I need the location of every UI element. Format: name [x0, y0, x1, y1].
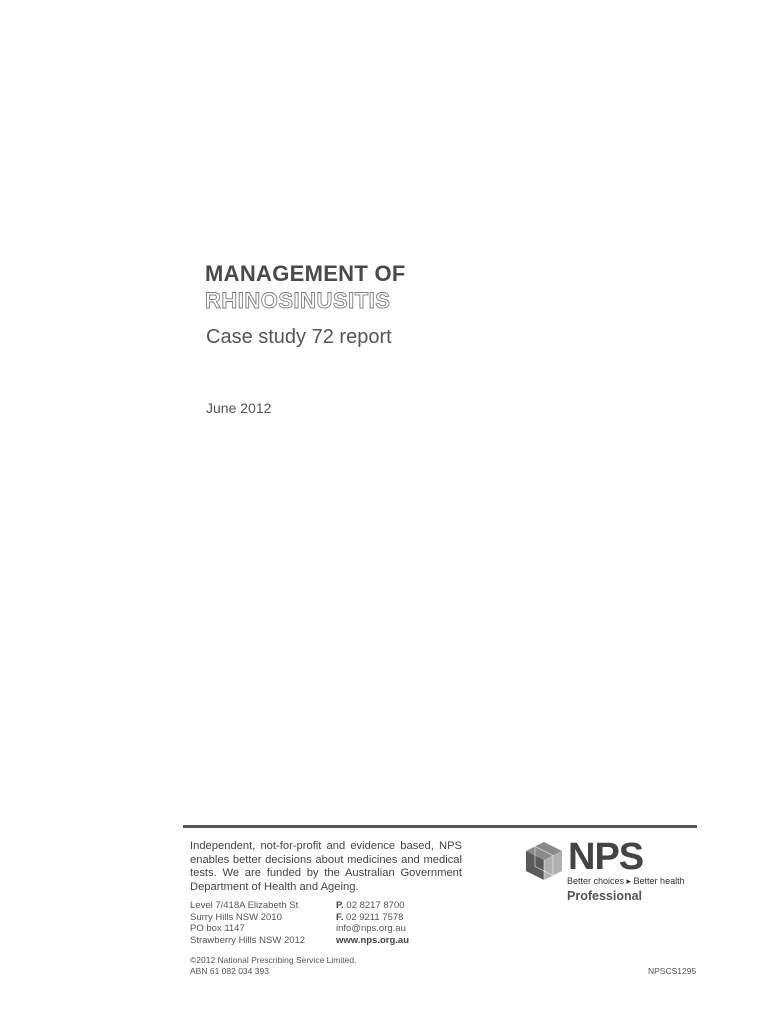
title-block — [205, 260, 406, 314]
title-line-2: RHINOSINUSITIS — [205, 288, 391, 313]
website-text: www.nps.org.au — [336, 934, 410, 946]
nps-wordmark: NPS — [568, 836, 644, 878]
email-link[interactable]: info@nps.org.au — [336, 923, 406, 934]
nps-division: Professional — [567, 889, 643, 903]
postal-address — [190, 900, 305, 946]
address-line: Level 7/418A Elizabeth St — [190, 900, 299, 911]
document-code: NPSCS1295 — [648, 966, 697, 976]
address-line: PO box 1147 — [190, 923, 245, 934]
abn-text: ABN 61 082 034 393 — [190, 965, 269, 976]
copyright-block — [190, 955, 356, 976]
fax-number: 02 9211 7578 — [346, 911, 404, 923]
nps-tagline: Better choices ▸ Better health — [567, 876, 685, 886]
fax-label: F. — [336, 911, 344, 923]
fax-line — [336, 912, 409, 924]
website-link[interactable] — [336, 935, 409, 947]
nps-cube-icon — [523, 840, 565, 882]
phone-line — [336, 900, 409, 912]
contact-details — [336, 900, 409, 946]
phone-label: P. — [336, 900, 344, 911]
nps-logo — [523, 838, 703, 908]
address-line: Surry Hills NSW 2010 — [190, 911, 282, 923]
address-line: Strawberry Hills NSW 2012 — [190, 934, 306, 946]
title-line-1: MANAGEMENT OF — [205, 261, 406, 286]
report-date: June 2012 — [206, 400, 272, 416]
phone-number: 02 8217 8700 — [346, 900, 405, 911]
footer-divider — [183, 825, 697, 828]
subtitle: Case study 72 report — [206, 326, 392, 348]
about-text: Independent, not-for-profit and evidence based, NPS enables better decisions about medicines and medical tests. We are funded by the Australian Government Department of Health and Ageing. — [190, 840, 462, 893]
copyright-text: ©2012 National Prescribing Service Limited. — [190, 955, 357, 965]
